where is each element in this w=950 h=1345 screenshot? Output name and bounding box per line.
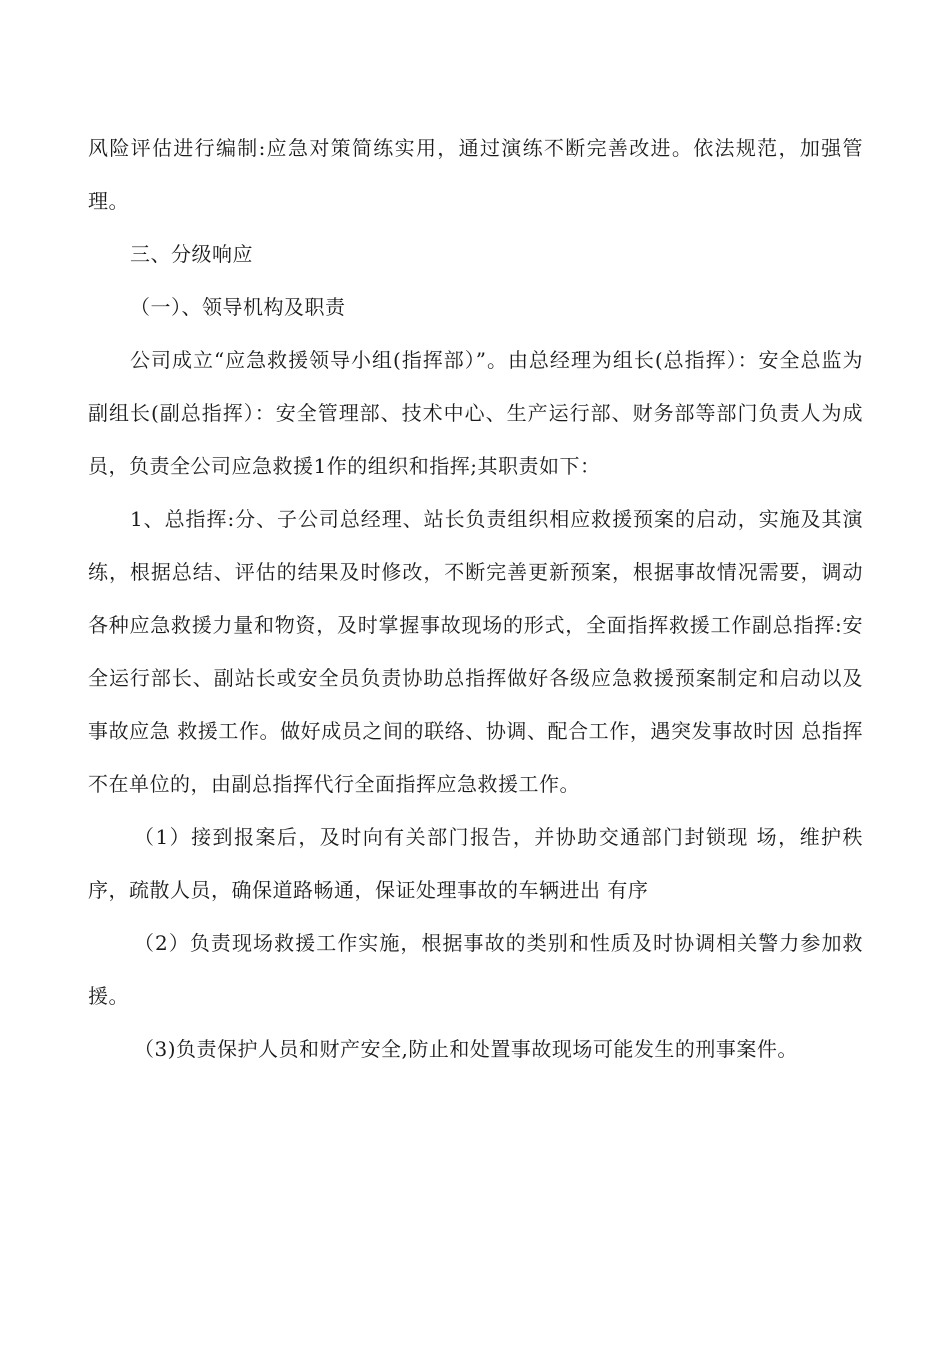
- document-body: [88, 122, 863, 1076]
- list-item-2: （2）负责现场救援工作实施，根据事故的类别和性质及时协调相关警力参加救援。: [88, 931, 863, 1008]
- list-item-3: （3)负责保护人员和财产安全,防止和处置事故现场可能发生的刑事案件。: [134, 1037, 798, 1061]
- paragraph-leadership-group: 公司成立“应急救援领导小组(指挥部）”。由总经理为组长(总指挥）：安全总监为副组长(副总指挥）：安全管理部、技术中心、生产运行部、财务部等部门负责人为成员，负责全公司应急救援1作的组织和指挥;其职责如下：: [88, 348, 863, 478]
- section-heading: 三、分级响应: [130, 242, 253, 266]
- list-item-1: （1）接到报案后，及时向有关部门报告，并协助交通部门封锁现 场，维护秩序，疏散人员，确保道路畅通，保证处理事故的车辆进出 有序: [88, 825, 863, 902]
- subsection-heading: （一）、领导机构及职责: [130, 295, 346, 319]
- paragraph-continuation: 风险评估进行编制:应急对策简练实用，通过演练不断完善改进。依法规范，加强管理。: [88, 136, 863, 213]
- paragraph-commander-duties: 1、总指挥:分、子公司总经理、站长负责组织相应救援预案的启动，实施及其演练，根据总结、评估的结果及时修改，不断完善更新预案，根据事故情况需要，调动各种应急救援力量和物资，及时掌握事故现场的形式，全面指挥救援工作副总指挥:安全运行部长、副站长或安全员负责协助总指挥做好各级应急救援预案制定和启动以及事故应急 救援工作。做好成员之间的联络、协调、配合工作，遇突发事故时因 总指挥不在单位的，由副总指挥代行全面指挥应急救援工作。: [88, 507, 863, 796]
